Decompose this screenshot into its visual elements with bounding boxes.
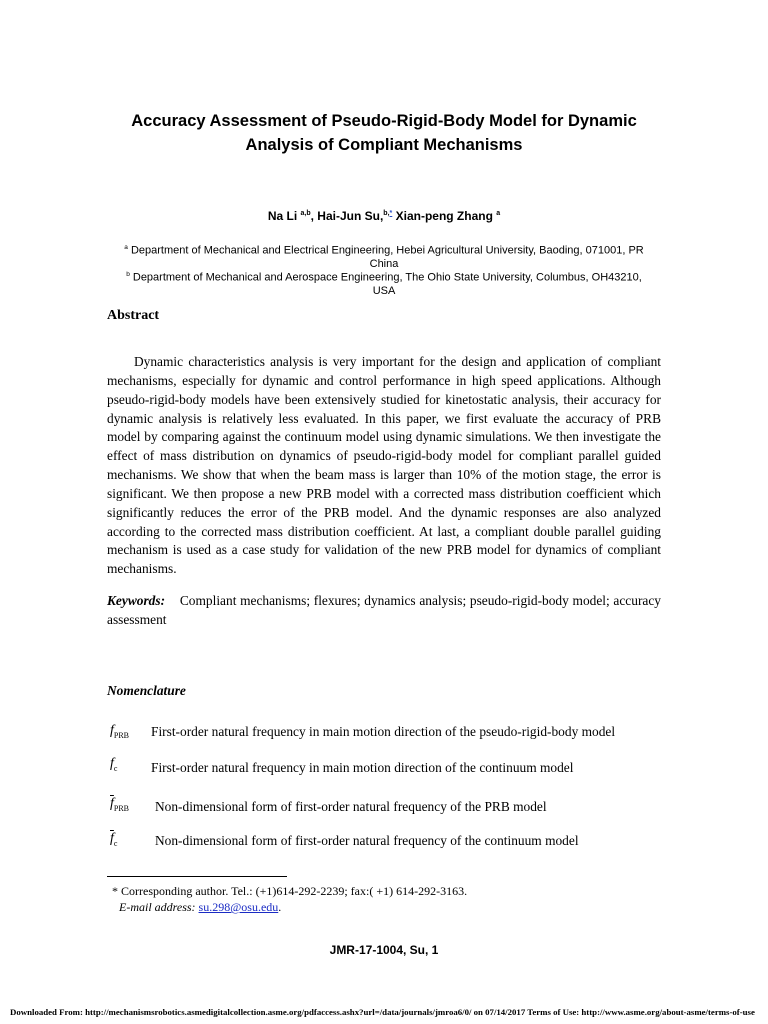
author-2-name: , Hai-Jun Su,: [310, 209, 384, 223]
symbol-subscript: c: [113, 838, 118, 848]
title-line-2: Analysis of Compliant Mechanisms: [245, 136, 523, 154]
affiliation-a-line-2: China: [369, 258, 399, 271]
footnote-email: [119, 900, 281, 915]
footnote-divider: [107, 876, 287, 877]
nomenclature-description: Non-dimensional form of first-order natural frequency of the PRB model: [155, 799, 547, 814]
nomenclature-symbol-f-c-bar: [110, 831, 117, 848]
affiliation-b: [110, 268, 658, 299]
symbol-f: f: [110, 756, 114, 771]
nomenclature-symbol-f-c: [110, 756, 117, 773]
affiliation-b-line-2: USA: [372, 285, 396, 298]
keywords: [107, 592, 661, 630]
author-1-affil-mark: a,b: [300, 210, 311, 217]
author-list: [0, 209, 768, 223]
affiliation-b-mark: b: [126, 271, 130, 278]
keywords-label: [107, 593, 165, 608]
keywords-text: Compliant mechanisms; flexures; dynamics analysis; pseudo-rigid-body model; accuracy assessment: [107, 593, 661, 627]
symbol-subscript: c: [113, 763, 118, 773]
affiliation-a-line-1: Department of Mechanical and Electrical Engineering, Hebei Agricultural University, Baoding, 071001, PR: [130, 244, 644, 257]
keywords-colon: :: [160, 593, 166, 608]
nomenclature-description: First-order natural frequency in main motion direction of the continuum model: [151, 760, 574, 775]
nomenclature-description: First-order natural frequency in main motion direction of the pseudo-rigid-body model: [151, 724, 616, 739]
affiliation-a-mark: a: [124, 244, 128, 251]
author-3-name: Xian-peng Zhang: [392, 209, 497, 223]
corresponding-author-link[interactable]: *: [389, 210, 393, 217]
nomenclature-heading: Nomenclature: [107, 683, 186, 698]
nomenclature-symbol-f-prb: [110, 723, 129, 740]
paper-title: [60, 109, 708, 157]
email-link[interactable]: su.298@osu.edu: [198, 900, 279, 914]
symbol-f: f: [110, 723, 114, 738]
page-number: JMR-17-1004, Su, 1: [329, 943, 439, 957]
email-label: E-mail address:: [119, 900, 196, 914]
abstract-body: Dynamic characteristics analysis is very important for the design and application of compliant mechanisms, especially for dynamic and control performance in high speed applications. Although pseudo-rigid-body models have been extensively studied for kinetostatic analysis, their accuracy for dynamic analysis is relatively less evaluated. In this paper, we first evaluate the accuracy of PRB model by comparing against the continuum model using dynamic simulations. We then investigate the effect of mass distribution on dynamics of pseudo-rigid-body model for compliant parallel guided mechanisms. We show that when the beam mass is larger than 10% of the motion stage, the error is significant. We then propose a new PRB model with a corrected mass distribution coefficient which significantly reduces the error of the PRB model. And the dynamic responses are also analyzed according to the corrected mass distribution coefficient. At last, a compliant double parallel guiding mechanism is used as a case study for validation of the new PRB model for dynamics of compliant mechanisms.: [107, 354, 661, 577]
symbol-f-bar: $\overline{f}$: [110, 796, 114, 811]
author-2-affil-mark: [383, 210, 392, 217]
author-3-affil-mark: a: [496, 210, 501, 217]
download-notice: Downloaded From: http://mechanismsrobotics.asmedigitalcollection.asme.org/pdfaccess.ashx?url=/data/journals/jmroa6/0/ on 07/14/2017 Terms of Use: http://www.asme.org/about-asme/terms-of-use: [10, 1007, 755, 1017]
nomenclature-description: Non-dimensional form of first-order natural frequency of the continuum model: [155, 833, 579, 848]
symbol-subscript: PRB: [113, 730, 130, 740]
abstract-heading: Abstract: [107, 308, 160, 323]
title-line-1: Accuracy Assessment of Pseudo-Rigid-Body Model for Dynamic: [131, 112, 637, 130]
keywords-label-text: Keywords: [107, 593, 161, 608]
email-tail: .: [278, 900, 282, 914]
nomenclature-symbol-f-prb-bar: [110, 796, 129, 813]
author-1-name: Na Li: [267, 209, 301, 223]
footnote-corresponding-author: * Corresponding author. Tel.: (+1)614-292-2239; fax:( +1) 614-292-3163.: [112, 884, 468, 898]
symbol-f-bar: $\overline{f}$: [110, 831, 114, 846]
author-2-affil-text: b,: [383, 210, 390, 217]
affiliation-b-line-1: Department of Mechanical and Aerospace Engineering, The Ohio State University, Columbus, OH43210,: [132, 271, 642, 284]
symbol-subscript: PRB: [113, 803, 130, 813]
